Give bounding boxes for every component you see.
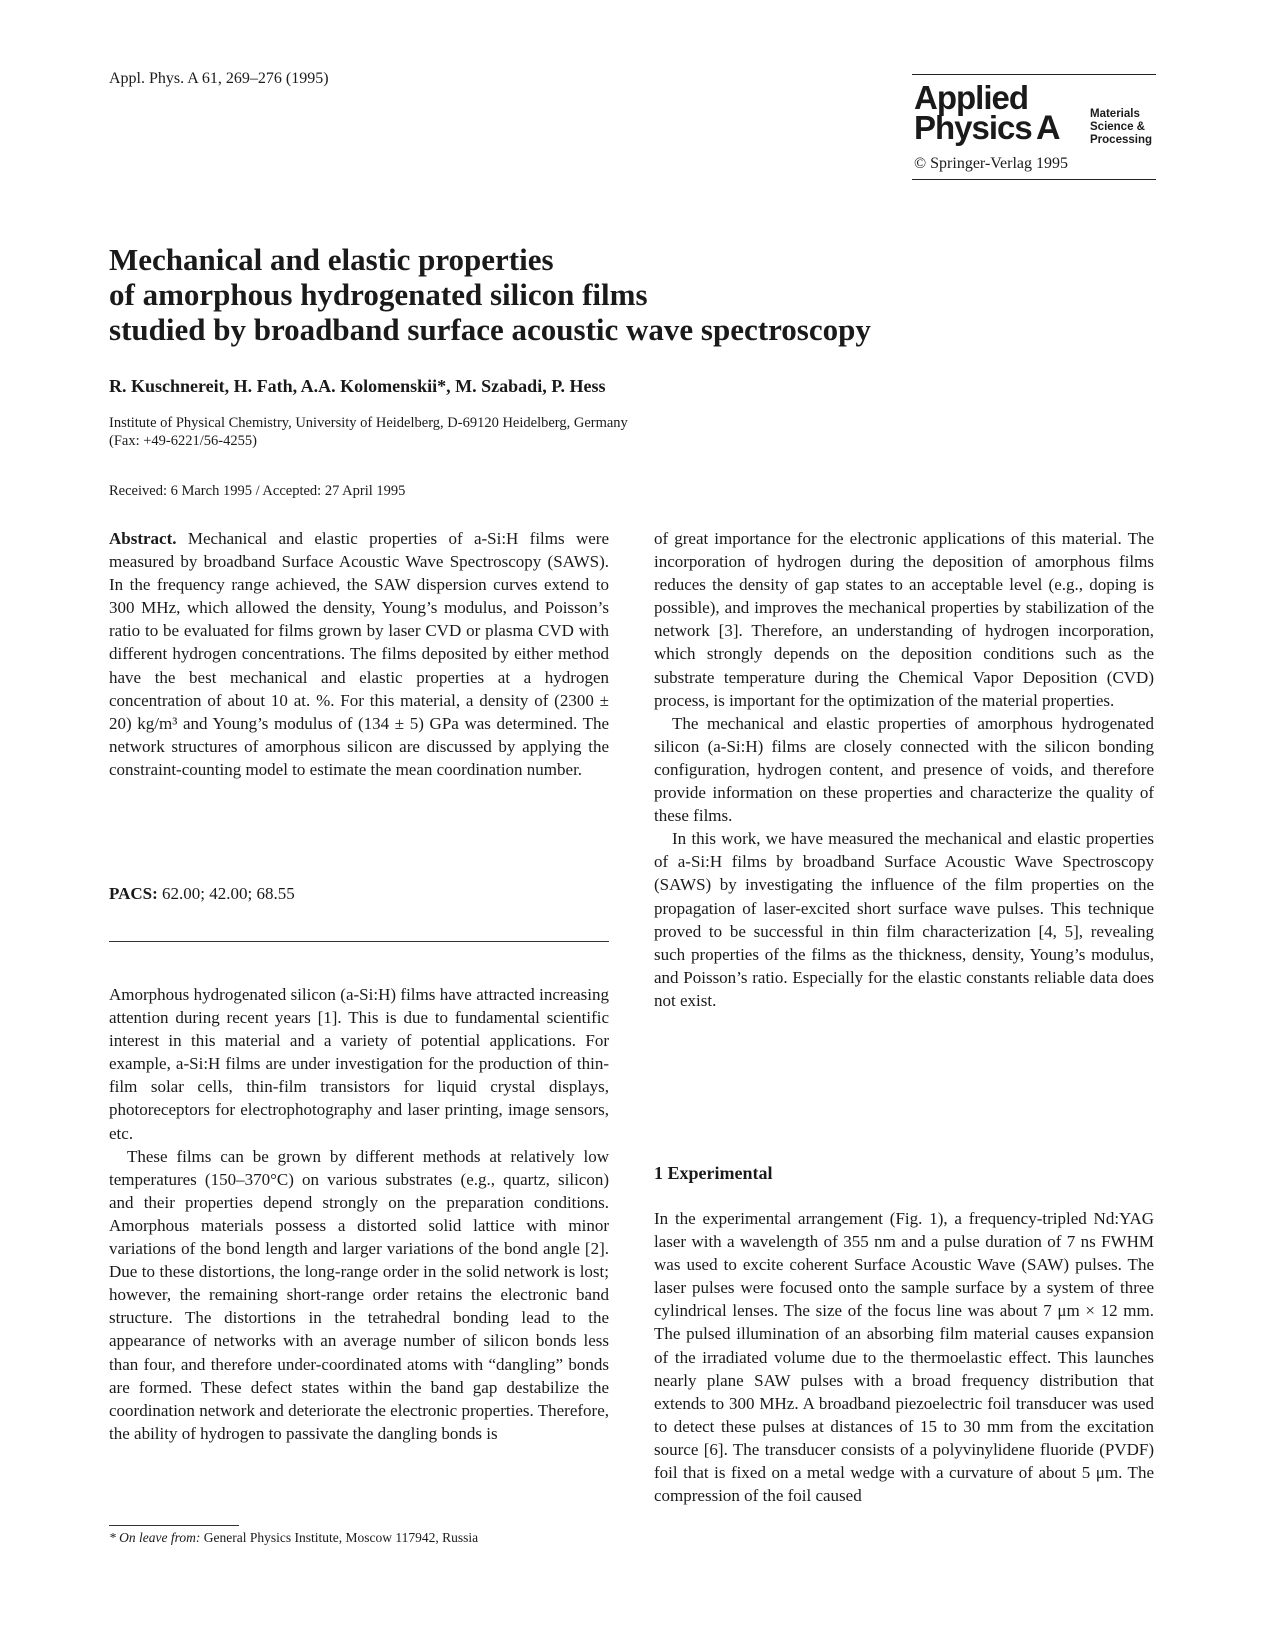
fax-line: (Fax: +49-6221/56-4255): [109, 433, 257, 449]
pacs-label: PACS:: [109, 884, 158, 903]
divider: [912, 179, 1156, 180]
pacs: [109, 884, 295, 904]
pacs-codes: 62.00; 42.00; 68.55: [162, 884, 295, 903]
paragraph: Amorphous hydrogenated silicon (a-Si:H) films have attracted increasing attention during recent years [1]. This is due to fundamental scientific interest in this material and a variety of potential applications. For example, a-Si:H films are under investigation for the production of thin-film solar cells, thin-film transistors for liquid crystal displays, photoreceptors for electrophotography and laser printing, image sensors, etc.: [109, 985, 609, 1143]
received-dates: Received: 6 March 1995 / Accepted: 27 April 1995: [109, 483, 406, 499]
journal-logo: [912, 81, 1156, 149]
journal-logo-block: [912, 74, 1156, 180]
divider: [912, 74, 1156, 75]
paragraph: of great importance for the electronic applications of this material. The incorporation of hydrogen during the deposition of amorphous films reduces the density of gap states to an acceptable level (e.g., doping is possible), and improves the mechanical properties by stabilization of the network [3]. Therefore, an understanding of hydrogen incorporation, which strongly depends on the deposition conditions such as the substrate temperature during the Chemical Vapor Deposition (CVD) process, is important for the optimization of the material properties.: [654, 529, 1154, 710]
article-title: [109, 242, 1169, 347]
logo-word-physics: Physics: [914, 109, 1032, 146]
journal-citation: Appl. Phys. A 61, 269–276 (1995): [109, 70, 329, 87]
affiliation: [109, 414, 628, 450]
intro-left-column: [109, 983, 609, 1445]
divider: [109, 941, 609, 942]
abstract: [109, 527, 609, 781]
footnote-text: General Physics Institute, Moscow 117942, Russia: [203, 1530, 479, 1545]
paragraph: The mechanical and elastic properties of amorphous hydrogenated silicon (a-Si:H) films are closely connected with the silicon bonding configuration, hydrogen content, and presence of voids, and therefore provide information on these properties and characterize the quality of these films.: [654, 713, 1154, 826]
abstract-label: Abstract.: [109, 529, 177, 548]
affiliation-line: Institute of Physical Chemistry, University of Heidelberg, D-69120 Heidelberg, Germany: [109, 415, 628, 431]
title-line: Mechanical and elastic properties: [109, 242, 554, 277]
paragraph: In the experimental arrangement (Fig. 1), a frequency-tripled Nd:YAG laser with a wavelength of 355 nm and a pulse duration of 7 ns FWHM was used to excite coherent Surface Acoustic Wave (SAW) pulses. The laser pulses were focused onto the sample surface by a system of three cylindrical lenses. The size of the focus line was about 7 μm × 12 mm. The pulsed illumination of an absorbing film material causes expansion of the irradiated volume due to the thermoelastic effect. This launches nearly plane SAW pulses with a broad frequency distribution that extends to 300 MHz. A broadband piezoelectric foil transducer was used to detect these pulses at distances of 15 to 30 mm from the excitation source [6]. The transducer consists of a polyvinylidene fluoride (PVDF) foil that is fixed on a metal wedge with a curvature of about 5 μm. The compression of the foil caused: [654, 1209, 1154, 1506]
footnote-divider: [109, 1525, 239, 1526]
intro-right-column: [654, 527, 1154, 1012]
copyright: © Springer-Verlag 1995: [914, 155, 1069, 172]
paragraph: These films can be grown by different methods at relatively low temperatures (150–370°C) on various substrates (e.g., quartz, silicon) and their properties depend strongly on the preparation conditions. Amorphous materials possess a distorted solid lattice with minor variations of the bond length and larger variations of the bond angle [2]. Due to these distortions, the long-range order in the solid network is lost; however, the remaining short-range order retains the electronic band structure. The distortions in the tetrahedral bonding lead to the appearance of networks with an average number of silicon bonds less than four, and therefore under-coordinated atoms with “dangling” bonds are formed. These defect states within the band gap destabilize the coordination network and deteriorate the electronic properties. Therefore, the ability of hydrogen to passivate the dangling bonds is: [109, 1146, 609, 1443]
authors: R. Kuschnereit, H. Fath, A.A. Kolomenskii*, M. Szabadi, P. Hess: [109, 376, 606, 396]
logo-subtitle-1: Materials: [1090, 108, 1140, 120]
section-heading: 1 Experimental: [654, 1163, 773, 1183]
logo-subtitle-2: Science &: [1090, 121, 1145, 133]
logo-letter-a: A: [1036, 109, 1061, 147]
footnote-label: * On leave from:: [109, 1530, 201, 1545]
experimental-section: [654, 1207, 1154, 1507]
paragraph: In this work, we have measured the mechanical and elastic properties of a-Si:H films by broadband Surface Acoustic Wave Spectroscopy (SAWS) by investigating the influence of the film properties on the propagation of laser-excited short surface wave pulses. This technique proved to be successful in thin film characterization [4, 5], revealing such properties of the films as the thickness, density, Young’s modulus, and Poisson’s ratio. Especially for the elastic constants reliable data does not exist.: [654, 829, 1154, 1010]
logo-word-applied: Applied: [914, 79, 1028, 116]
footnote: [109, 1530, 478, 1546]
abstract-text: Mechanical and elastic properties of a-Si:H films were measured by broadband Surface Acoustic Wave Spectroscopy (SAWS). In the frequency range achieved, the SAW dispersion curves extend to 300 MHz, which allowed the density, Young’s modulus, and Poisson’s ratio to be evaluated for films grown by laser CVD or plasma CVD with different hydrogen concentrations. The films deposited by either method have the best mechanical and elastic properties at a hydrogen concentration of about 10 at. %. For this material, a density of (2300 ± 20) kg/m³ and Young’s modulus of (134 ± 5) GPa was determined. The network structures of amorphous silicon are discussed by applying the constraint-counting model to estimate the mean coordination number.: [109, 529, 609, 779]
logo-subtitle-3: Processing: [1090, 134, 1152, 146]
title-line: of amorphous hydrogenated silicon films: [109, 277, 648, 312]
title-line: studied by broadband surface acoustic wave spectroscopy: [109, 312, 871, 347]
